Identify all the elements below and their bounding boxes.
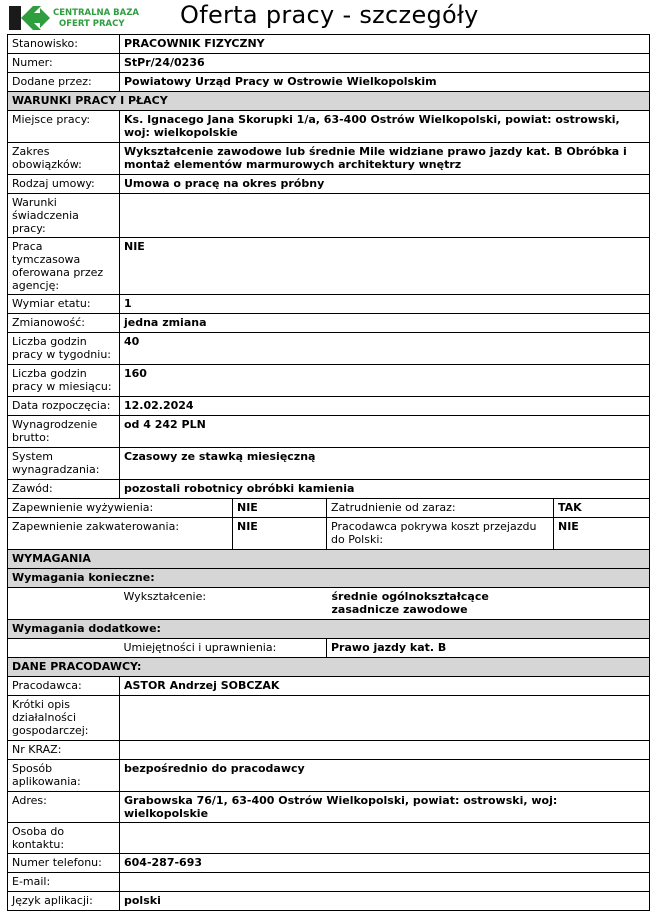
field-value: polski xyxy=(120,892,650,911)
section-wymagania-dodatkowe: Wymagania dodatkowe: xyxy=(8,620,650,639)
field-label: System wynagradzania: xyxy=(8,448,120,480)
field-label: Zawód: xyxy=(8,480,120,499)
field-value: NIE xyxy=(120,238,650,295)
table-row xyxy=(8,873,650,892)
table-row xyxy=(8,480,650,499)
field-label: Miejsce pracy: xyxy=(8,111,120,143)
logo-line2: OFERT PRACY xyxy=(59,19,125,29)
field-value: PRACOWNIK FIZYCZNY xyxy=(120,35,650,54)
table-row xyxy=(8,823,650,854)
table-row xyxy=(8,238,650,295)
education-value-2: zasadnicze zawodowe xyxy=(331,603,468,616)
field-label: Stanowisko: xyxy=(8,35,120,54)
field-label: Data rozpoczęcia: xyxy=(8,397,120,416)
field-label: Zatrudnienie od zaraz: xyxy=(327,499,554,518)
table-row xyxy=(8,194,650,238)
table-row xyxy=(8,741,650,760)
field-value: ASTOR Andrzej SOBCZAK xyxy=(120,677,650,696)
table-row xyxy=(8,677,650,696)
table-row xyxy=(8,92,650,111)
field-label: Numer: xyxy=(8,54,120,73)
field-value: Powiatowy Urząd Pracy w Ostrowie Wielkopolskim xyxy=(120,73,650,92)
table-row xyxy=(8,760,650,792)
table-row xyxy=(8,892,650,911)
field-value: 12.02.2024 xyxy=(120,397,650,416)
field-label: Język aplikacji: xyxy=(8,892,120,911)
field-value xyxy=(120,823,650,854)
table-row xyxy=(8,696,650,741)
field-value: Ks. Ignacego Jana Skorupki 1/a, 63-400 Ostrów Wielkopolski, powiat: ostrowski, woj: wielkopolskie xyxy=(120,111,650,143)
field-value: 160 xyxy=(120,365,650,397)
field-label: Pracodawca: xyxy=(8,677,120,696)
field-label: Adres: xyxy=(8,792,120,823)
field-value: 1 xyxy=(120,295,650,314)
table-row xyxy=(8,620,650,639)
field-value: Grabowska 76/1, 63-400 Ostrów Wielkopolski, powiat: ostrowski, woj: wielkopolskie xyxy=(120,792,650,823)
table-row xyxy=(8,518,650,550)
field-value: bezpośrednio do pracodawcy xyxy=(120,760,650,792)
spacer-cell xyxy=(8,639,120,658)
field-label: Zmianowość: xyxy=(8,314,120,333)
table-row xyxy=(8,333,650,365)
field-label: Pracodawca pokrywa koszt przejazdu do Polski: xyxy=(327,518,554,550)
field-label: Warunki świadczenia pracy: xyxy=(8,194,120,238)
table-row xyxy=(8,111,650,143)
field-value: NIE xyxy=(233,499,327,518)
field-label: Umiejętności i uprawnienia: xyxy=(120,639,327,658)
field-value xyxy=(120,741,650,760)
table-row xyxy=(8,854,650,873)
field-value: NIE xyxy=(554,518,650,550)
field-label: Krótki opis działalności gospodarczej: xyxy=(8,696,120,741)
table-row xyxy=(8,73,650,92)
field-label: E-mail: xyxy=(8,873,120,892)
field-value: jedna zmiana xyxy=(120,314,650,333)
table-row xyxy=(8,295,650,314)
field-label: Nr KRAZ: xyxy=(8,741,120,760)
field-value: pozostali robotnicy obróbki kamienia xyxy=(120,480,650,499)
education-value-1: średnie ogólnokształcące xyxy=(331,590,489,603)
field-label: Zapewnienie zakwaterowania: xyxy=(8,518,233,550)
cbop-logo xyxy=(7,3,147,33)
table-row xyxy=(8,143,650,175)
field-label: Wykształcenie: xyxy=(120,588,327,620)
section-warunki: WARUNKI PRACY I PŁACY xyxy=(8,92,650,111)
field-value: Umowa o pracę na okres próbny xyxy=(120,175,650,194)
field-label: Osoba do kontaktu: xyxy=(8,823,120,854)
table-row xyxy=(8,397,650,416)
section-wymagania: WYMAGANIA xyxy=(8,550,650,569)
section-pracodawca: DANE PRACODAWCY: xyxy=(8,658,650,677)
spacer-cell xyxy=(8,588,120,620)
field-label: Sposób aplikowania: xyxy=(8,760,120,792)
field-label: Liczba godzin pracy w tygodniu: xyxy=(8,333,120,365)
field-label: Zakres obowiązków: xyxy=(8,143,120,175)
table-row xyxy=(8,448,650,480)
table-row xyxy=(8,658,650,677)
field-value xyxy=(327,588,650,620)
field-value: 40 xyxy=(120,333,650,365)
field-label: Wynagrodzenie brutto: xyxy=(8,416,120,448)
field-value: NIE xyxy=(233,518,327,550)
page-header xyxy=(0,0,657,34)
table-row xyxy=(8,54,650,73)
field-value: Czasowy ze stawką miesięczną xyxy=(120,448,650,480)
logo-line1: CENTRALNA BAZA xyxy=(53,8,139,18)
field-label: Wymiar etatu: xyxy=(8,295,120,314)
table-row xyxy=(8,314,650,333)
field-label: Rodzaj umowy: xyxy=(8,175,120,194)
field-label: Zapewnienie wyżywienia: xyxy=(8,499,233,518)
table-row xyxy=(8,550,650,569)
table-row xyxy=(8,35,650,54)
table-row xyxy=(8,792,650,823)
field-value: od 4 242 PLN xyxy=(120,416,650,448)
field-label: Praca tymczasowa oferowana przez agencję: xyxy=(8,238,120,295)
field-value: Wykształcenie zawodowe lub średnie Mile widziane prawo jazdy kat. B Obróbka i montaż elementów marmurowych architektury wnętrz xyxy=(120,143,650,175)
offer-table xyxy=(7,34,650,911)
page-title: Oferta pracy - szczegóły xyxy=(180,1,479,29)
field-value xyxy=(120,873,650,892)
table-row xyxy=(8,499,650,518)
table-row xyxy=(8,365,650,397)
table-row xyxy=(8,569,650,588)
table-row xyxy=(8,175,650,194)
field-value: TAK xyxy=(554,499,650,518)
section-wymagania-konieczne: Wymagania konieczne: xyxy=(8,569,650,588)
field-label: Liczba godzin pracy w miesiącu: xyxy=(8,365,120,397)
field-value xyxy=(120,194,650,238)
field-value xyxy=(120,696,650,741)
table-row xyxy=(8,588,650,620)
field-value: 604-287-693 xyxy=(120,854,650,873)
table-row xyxy=(8,416,650,448)
table-row xyxy=(8,639,650,658)
field-label: Numer telefonu: xyxy=(8,854,120,873)
field-label: Dodane przez: xyxy=(8,73,120,92)
field-value: Prawo jazdy kat. B xyxy=(327,639,650,658)
field-value: StPr/24/0236 xyxy=(120,54,650,73)
